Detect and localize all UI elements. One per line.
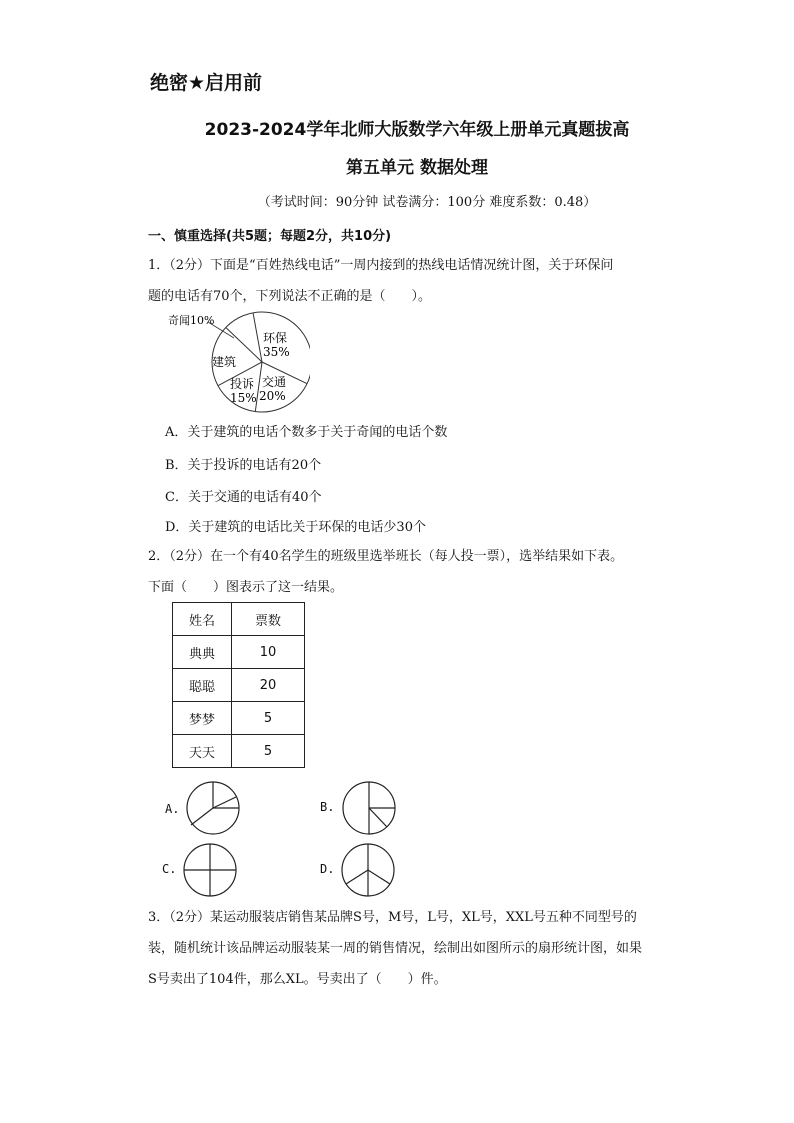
question-3-line-1: 3．（2分）某运动服装店销售某品牌S号，M号，L号，XL号，XXL号五种不同型号的: [148, 910, 637, 925]
q2-option-b-pie: [340, 779, 398, 837]
q2-option-d-pie: [339, 841, 397, 899]
pie-percent-jiaotong: 20%: [259, 389, 286, 403]
table-row: [173, 702, 305, 735]
secret-mark: 绝密★启用前: [150, 72, 263, 94]
section-heading: 一、慎重选择(共5题；每题2分，共10分): [148, 229, 392, 244]
pie-label-tousu: 投诉: [230, 377, 255, 391]
table-header-row: [173, 603, 305, 636]
table-cell: 梦梦: [173, 702, 232, 735]
hotline-pie-chart: [160, 308, 310, 416]
q2-option-c-pie: [181, 841, 239, 899]
table-cell: 5: [232, 735, 305, 768]
question-3-line-2: 装，随机统计该品牌运动服装某一周的销售情况，绘制出如图所示的扇形统计图，如果: [148, 941, 643, 956]
votes-table: [172, 602, 305, 768]
question-2-line-2: 下面（ ）图表示了这一结果。: [148, 580, 344, 595]
q1-option-d: D．关于建筑的电话比关于环保的电话少30个: [165, 520, 426, 535]
table-cell: 5: [232, 702, 305, 735]
q2-option-b-label: B.: [320, 800, 335, 814]
table-cell: 10: [232, 636, 305, 669]
pie-percent-tousu: 15%: [230, 391, 257, 405]
exam-title: 2023-2024学年北师大版数学六年级上册单元真题拔高: [204, 120, 630, 140]
pie-label-jiaotong: 交通: [262, 375, 287, 389]
pie-label-jianzhu: 建筑: [212, 355, 237, 369]
pie-label-qiwen: 奇闻10%: [168, 314, 215, 327]
q2-option-a-label: A.: [165, 802, 180, 816]
question-2-line-1: 2．（2分）在一个有40名学生的班级里选举班长（每人投一票），选举结果如下表。: [148, 549, 624, 564]
exam-info: （考试时间：90分钟 试卷满分：100分 难度系数：0.48）: [257, 195, 597, 210]
table-header-cell: 票数: [232, 603, 305, 636]
pie-percent-huanbao: 35%: [263, 345, 290, 359]
table-cell: 聪聪: [173, 669, 232, 702]
question-1-line-2: 题的电话有70个，下列说法不正确的是（ ）。: [148, 289, 432, 304]
q2-option-a-pie: [184, 779, 242, 837]
q1-option-c: C．关于交通的电话有40个: [165, 490, 322, 505]
q2-option-d-label: D.: [320, 862, 335, 876]
table-row: [173, 669, 305, 702]
table-cell: 20: [232, 669, 305, 702]
unit-subtitle: 第五单元 数据处理: [346, 158, 488, 178]
question-1-line-1: 1．（2分）下面是“百姓热线电话”一周内接到的热线电话情况统计图，关于环保问: [148, 258, 614, 273]
table-row: [173, 636, 305, 669]
q1-option-a: A．关于建筑的电话个数多于关于奇闻的电话个数: [165, 425, 448, 440]
pie-label-huanbao: 环保: [263, 331, 288, 345]
table-row: [173, 735, 305, 768]
q2-option-c-label: C.: [162, 862, 177, 876]
table-cell: 典典: [173, 636, 232, 669]
table-cell: 天天: [173, 735, 232, 768]
question-3-line-3: S号卖出了104件，那么XL。号卖出了（ ）件。: [148, 972, 447, 987]
q1-option-b: B．关于投诉的电话有20个: [165, 458, 322, 473]
table-header-cell: 姓名: [173, 603, 232, 636]
